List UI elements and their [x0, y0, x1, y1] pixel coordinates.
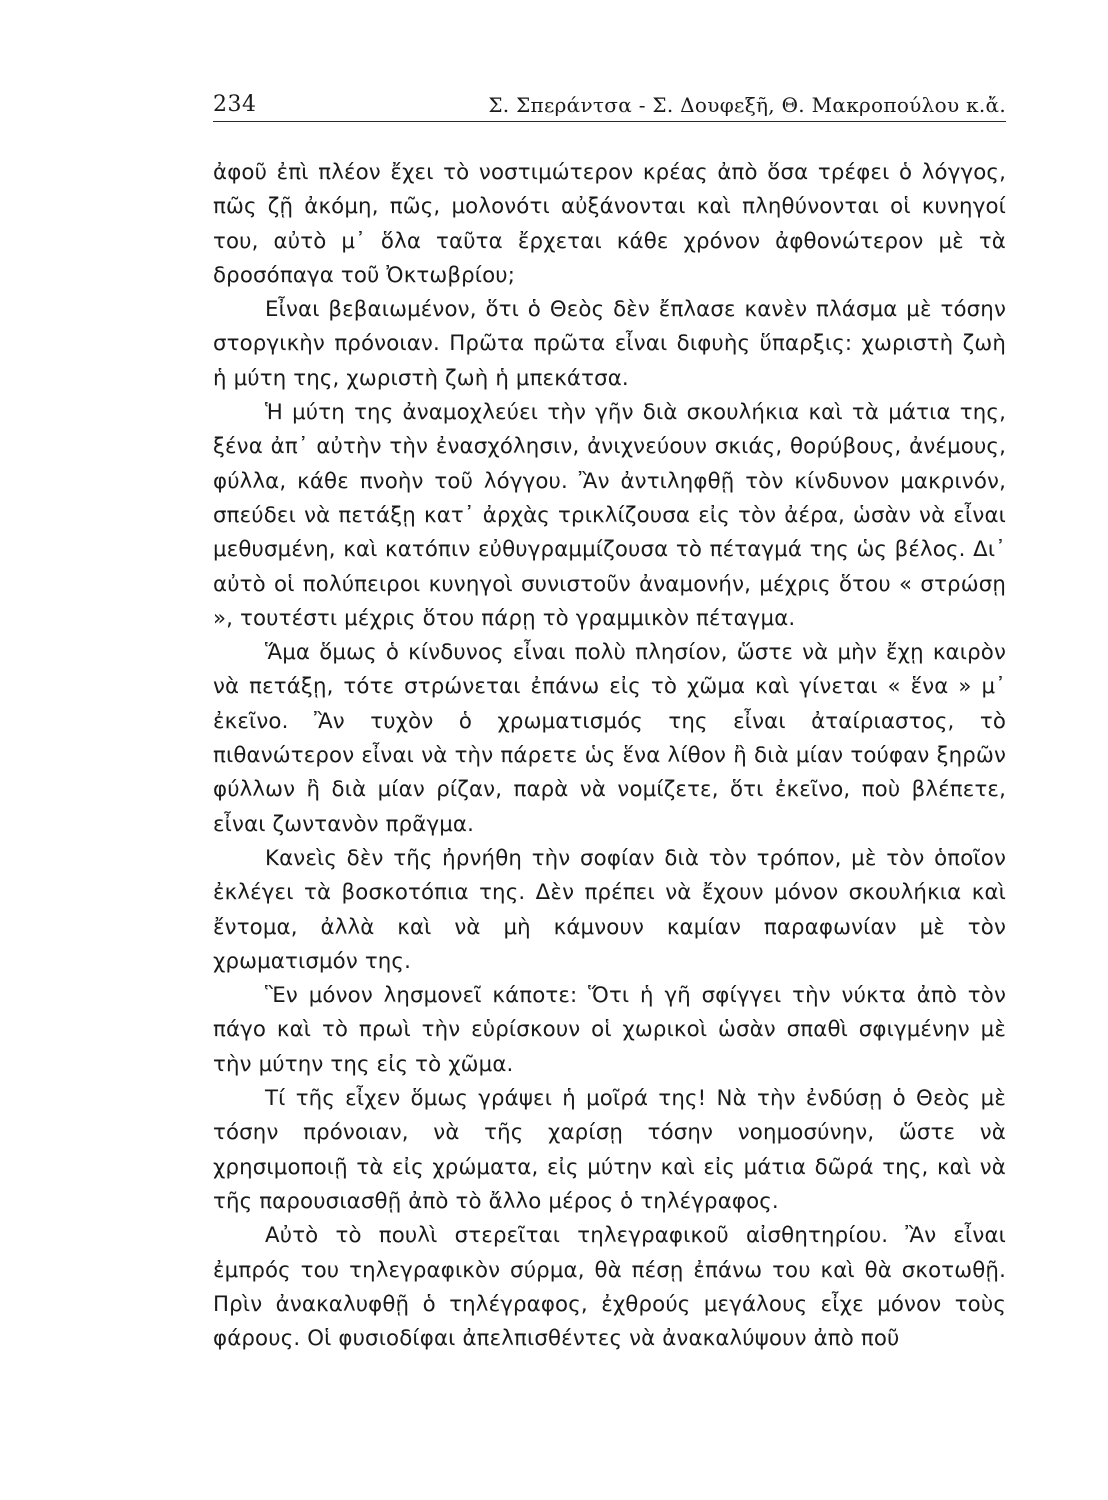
- paragraph: Ἡ μύτη της ἀναμοχλεύει τὴν γῆν διὰ σκουλήκια καὶ τὰ μάτια της, ξένα ἀπ᾽ αὐτὴν τὴν ἐνασχόλησιν, ἀνιχνεύουν σκιάς, θορύβους, ἀνέμους, φύλλα, κάθε πνοὴν τοῦ λόγγου. Ἂν ἀντιληφθῇ τὸν κίνδυνον μακρινόν, σπεύδει νὰ πετάξῃ κατ᾽ ἀρχὰς τρικλίζουσα εἰς τὸν ἀέρα, ὡσὰν νὰ εἶναι μεθυσμένη, καὶ κατόπιν εὐθυγραμμίζουσα τὸ πέταγμά της ὡς βέλος. Δι᾽ αὐτὸ οἱ πολύπειροι κυνηγοὶ συνιστοῦν ἀναμονήν, μέχρις ὅτου « στρώσῃ », τουτέστι μέχρις ὅτου πάρῃ τὸ γραμμικὸν πέταγμα.: [213, 400, 1006, 631]
- page-number: 234: [213, 92, 257, 117]
- running-title: Σ. Σπεράντσα - Σ. Δουφεξῆ, Θ. Μακροπούλου κ.ἄ.: [488, 93, 1006, 117]
- running-header: [213, 82, 1006, 122]
- paragraph: Ἓν μόνον λησμονεῖ κάποτε: Ὅτι ἡ γῆ σφίγγει τὴν νύκτα ἀπὸ τὸν πάγο καὶ τὸ πρωὶ τὴν εὑρίσκουν οἱ χωρικοὶ ὡσὰν σπαθὶ σφιγμένην μὲ τὴν μύτην της εἰς τὸ χῶμα.: [213, 983, 1006, 1077]
- paragraph-continued: ἀφοῦ ἐπὶ πλέον ἔχει τὸ νοστιμώτερον κρέας ἀπὸ ὅσα τρέφει ὁ λόγγος, πῶς ζῇ ἀκόμη, πῶς, μολονότι αὐξάνονται καὶ πληθύνονται οἱ κυνηγοί του, αὐτὸ μ᾽ ὅλα ταῦτα ἔρχεται κάθε χρόνον ἀφθονώτερον μὲ τὰ δροσόπαγα τοῦ Ὀκτωβρίου;: [213, 160, 1006, 288]
- body-text: [213, 156, 1006, 1356]
- paragraph: Ἅμα ὅμως ὁ κίνδυνος εἶναι πολὺ πλησίον, ὥστε νὰ μὴν ἔχῃ καιρὸν νὰ πετάξῃ, τότε στρώνεται ἐπάνω εἰς τὸ χῶμα καὶ γίνεται « ἕνα » μ᾽ ἐκεῖνο. Ἂν τυχὸν ὁ χρωματισμός της εἶναι ἀταίριαστος, τὸ πιθανώτερον εἶναι νὰ τὴν πάρετε ὡς ἕνα λίθον ἢ διὰ μίαν τούφαν ξηρῶν φύλλων ἢ διὰ μίαν ρίζαν, παρὰ νὰ νομίζετε, ὅτι ἐκεῖνο, ποὺ βλέπετε, εἶναι ζωντανὸν πρᾶγμα.: [213, 640, 1006, 837]
- paragraph: Τί τῆς εἶχεν ὅμως γράψει ἡ μοῖρά της! Νὰ τὴν ἐνδύσῃ ὁ Θεὸς μὲ τόσην πρόνοιαν, νὰ τῆς χαρίσῃ τόσην νοημοσύνην, ὥστε νὰ χρησιμοποιῇ τὰ εἰς χρώματα, εἰς μύτην καὶ εἰς μάτια δῶρά της, καὶ νὰ τῆς παρουσιασθῇ ἀπὸ τὸ ἄλλο μέρος ὁ τηλέγραφος.: [213, 1086, 1006, 1214]
- paragraph: Εἶναι βεβαιωμένον, ὅτι ὁ Θεὸς δὲν ἔπλασε κανὲν πλάσμα μὲ τόσην στοργικὴν πρόνοιαν. Πρῶτα πρῶτα εἶναι διφυὴς ὕπαρξις: χωριστὴ ζωὴ ἡ μύτη της, χωριστὴ ζωὴ ἡ μπεκάτσα.: [213, 297, 1006, 391]
- paragraph: Αὐτὸ τὸ πουλὶ στερεῖται τηλεγραφικοῦ αἰσθητηρίου. Ἂν εἶναι ἐμπρός του τηλεγραφικὸν σύρμα, θὰ πέσῃ ἐπάνω του καὶ θὰ σκοτωθῇ. Πρὶν ἀνακαλυφθῇ ὁ τηλέγραφος, ἐχθρούς μεγάλους εἶχε μόνον τοὺς φάρους. Οἱ φυσιοδίφαι ἀπελπισθέντες νὰ ἀνακαλύψουν ἀπὸ ποῦ: [213, 1223, 1006, 1352]
- paragraph: Κανεὶς δὲν τῆς ἠρνήθη τὴν σοφίαν διὰ τὸν τρόπον, μὲ τὸν ὁποῖον ἐκλέγει τὰ βοσκοτόπια της. Δὲν πρέπει νὰ ἔχουν μόνον σκουλήκια καὶ ἔντομα, ἀλλὰ καὶ νὰ μὴ κάμνουν καμίαν παραφωνίαν μὲ τὸν χρωματισμόν της.: [213, 845, 1006, 974]
